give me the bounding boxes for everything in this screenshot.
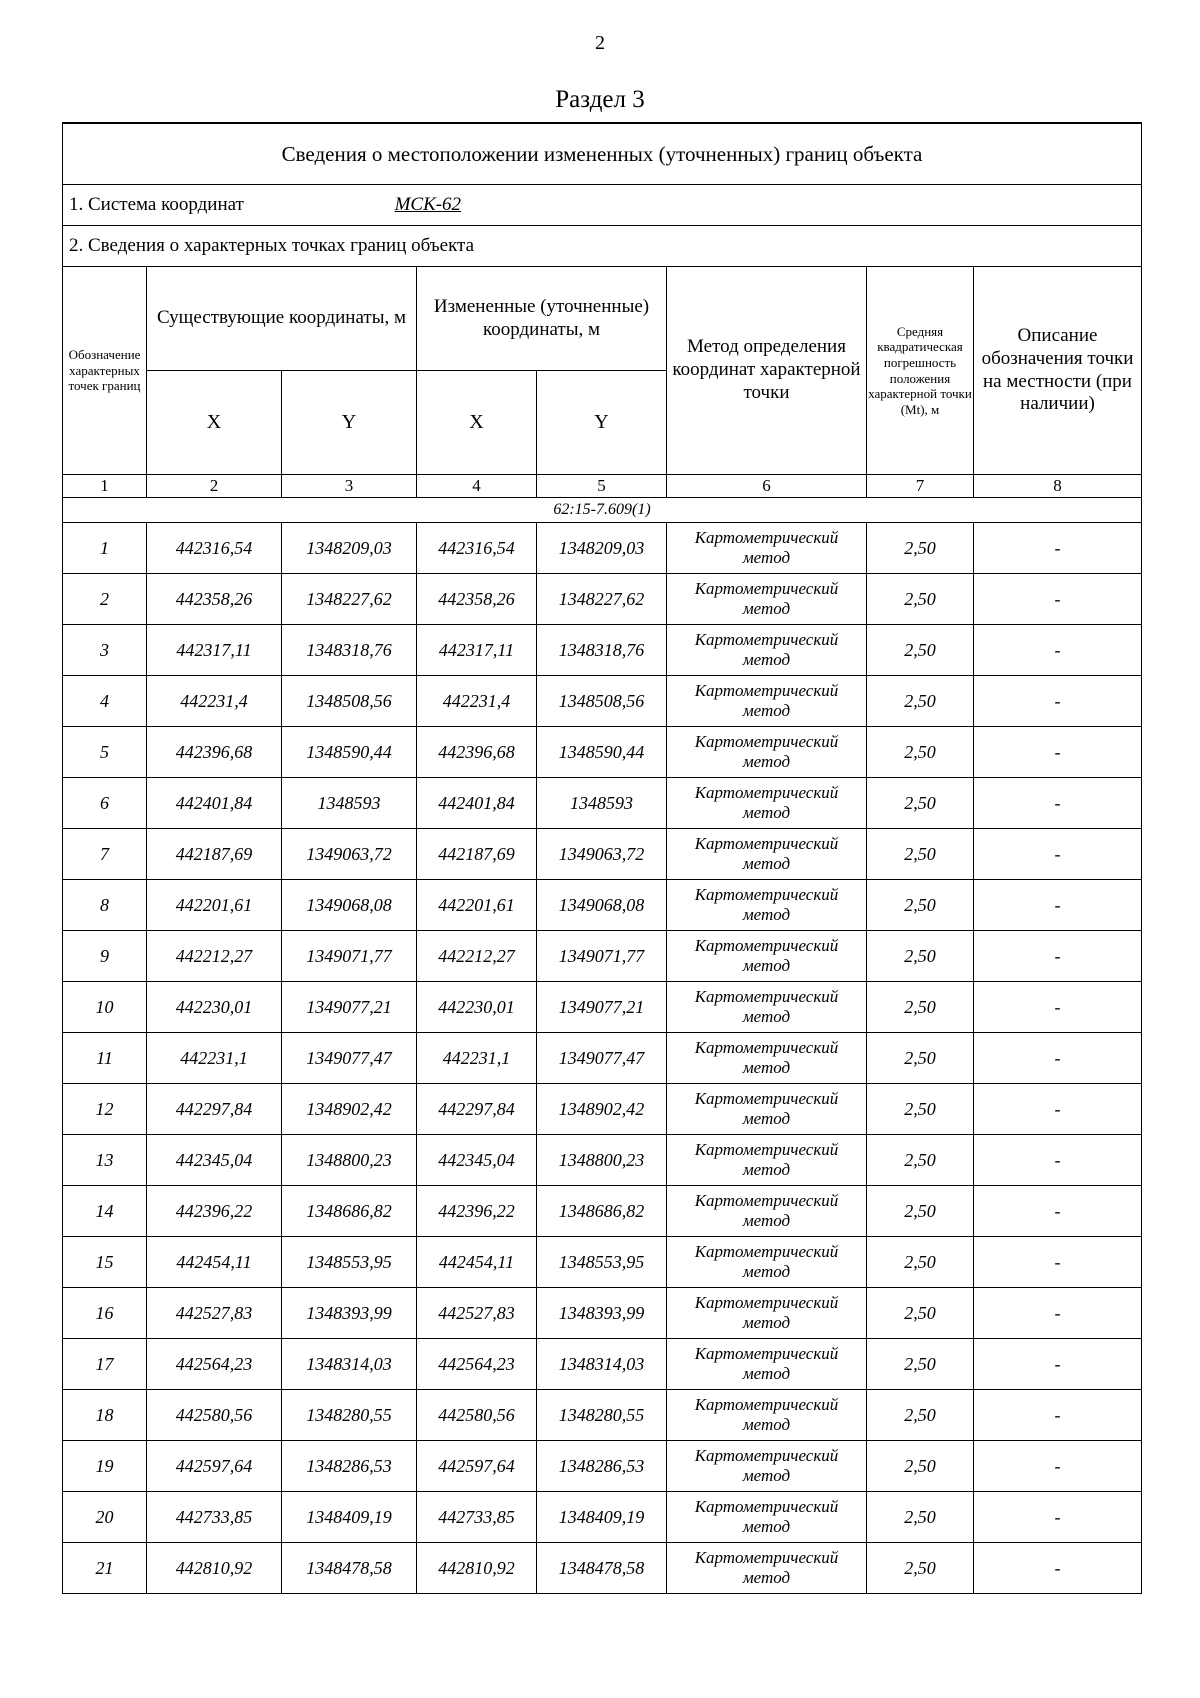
changed-x: 442297,84 <box>417 1084 537 1135</box>
method-cell <box>667 1441 867 1492</box>
changed-x: 442212,27 <box>417 931 537 982</box>
point-number: 10 <box>63 982 147 1033</box>
table-body <box>63 523 1142 1594</box>
header-existing-y: Y <box>282 371 417 475</box>
method-line-2: метод <box>742 905 791 924</box>
existing-x: 442317,11 <box>147 625 282 676</box>
changed-y: 1348286,53 <box>537 1441 667 1492</box>
method-line-2: метод <box>742 701 791 720</box>
column-number: 6 <box>667 475 867 498</box>
method-line-1: Картометрический <box>694 528 839 548</box>
changed-y: 1348409,19 <box>537 1492 667 1543</box>
point-number: 20 <box>63 1492 147 1543</box>
point-description: - <box>974 676 1142 727</box>
method-cell <box>667 778 867 829</box>
method-line-2: метод <box>742 1109 791 1128</box>
changed-y: 1348209,03 <box>537 523 667 574</box>
error-mt: 2,50 <box>867 676 974 727</box>
changed-y: 1348593 <box>537 778 667 829</box>
error-mt: 2,50 <box>867 625 974 676</box>
point-number: 17 <box>63 1339 147 1390</box>
method-line-2: метод <box>742 1058 791 1077</box>
method-line-2: метод <box>742 1313 791 1332</box>
point-description: - <box>974 1135 1142 1186</box>
method-line-1: Картометрический <box>694 1038 839 1058</box>
changed-x: 442564,23 <box>417 1339 537 1390</box>
changed-x: 442316,54 <box>417 523 537 574</box>
method-cell <box>667 880 867 931</box>
changed-x: 442396,22 <box>417 1186 537 1237</box>
table-row <box>63 676 1142 727</box>
changed-x: 442230,01 <box>417 982 537 1033</box>
changed-x: 442401,84 <box>417 778 537 829</box>
table-row <box>63 1288 1142 1339</box>
point-number: 15 <box>63 1237 147 1288</box>
point-description: - <box>974 931 1142 982</box>
existing-y: 1348318,76 <box>282 625 417 676</box>
table-row <box>63 523 1142 574</box>
changed-x: 442527,83 <box>417 1288 537 1339</box>
point-description: - <box>974 1288 1142 1339</box>
method-line-1: Картометрический <box>694 1140 839 1160</box>
method-cell <box>667 1237 867 1288</box>
table-row <box>63 727 1142 778</box>
changed-x: 442810,92 <box>417 1543 537 1594</box>
existing-x: 442187,69 <box>147 829 282 880</box>
column-number: 7 <box>867 475 974 498</box>
point-number: 7 <box>63 829 147 880</box>
method-line-2: метод <box>742 956 791 975</box>
method-line-1: Картометрический <box>694 1395 839 1415</box>
table-row <box>63 1135 1142 1186</box>
table-row <box>63 625 1142 676</box>
existing-y: 1348508,56 <box>282 676 417 727</box>
point-description: - <box>974 1543 1142 1594</box>
error-mt: 2,50 <box>867 778 974 829</box>
changed-x: 442733,85 <box>417 1492 537 1543</box>
header-error: Средняя квадратическая погрешность положения характерной точки (Mt), м <box>867 267 974 475</box>
point-number: 13 <box>63 1135 147 1186</box>
point-number: 1 <box>63 523 147 574</box>
point-number: 16 <box>63 1288 147 1339</box>
error-mt: 2,50 <box>867 1492 974 1543</box>
header-description: Описание обозначения точки на местности (при наличии) <box>974 267 1142 475</box>
existing-y: 1348590,44 <box>282 727 417 778</box>
changed-x: 442358,26 <box>417 574 537 625</box>
method-line-2: метод <box>742 548 791 567</box>
existing-y: 1348478,58 <box>282 1543 417 1594</box>
method-line-1: Картометрический <box>694 1548 839 1568</box>
error-mt: 2,50 <box>867 1033 974 1084</box>
error-mt: 2,50 <box>867 1339 974 1390</box>
changed-x: 442396,68 <box>417 727 537 778</box>
column-number: 5 <box>537 475 667 498</box>
method-line-2: метод <box>742 1262 791 1281</box>
method-cell <box>667 523 867 574</box>
parcel-label: 62:15-7.609(1) <box>63 498 1142 523</box>
column-number: 1 <box>63 475 147 498</box>
existing-x: 442201,61 <box>147 880 282 931</box>
existing-y: 1348314,03 <box>282 1339 417 1390</box>
header-method: Метод определения координат характерной точки <box>667 267 867 475</box>
header-changed-y: Y <box>537 371 667 475</box>
table-row <box>63 829 1142 880</box>
existing-x: 442564,23 <box>147 1339 282 1390</box>
existing-y: 1348209,03 <box>282 523 417 574</box>
table-row <box>63 1084 1142 1135</box>
method-line-1: Картометрический <box>694 681 839 701</box>
point-description: - <box>974 1237 1142 1288</box>
method-cell <box>667 1543 867 1594</box>
header-changed-coords: Измененные (уточненные) координаты, м <box>417 267 667 371</box>
existing-y: 1348593 <box>282 778 417 829</box>
section-title: Раздел 3 <box>555 86 645 113</box>
method-line-2: метод <box>742 1007 791 1026</box>
point-number: 4 <box>63 676 147 727</box>
error-mt: 2,50 <box>867 1084 974 1135</box>
existing-x: 442231,1 <box>147 1033 282 1084</box>
table-row <box>63 1237 1142 1288</box>
existing-y: 1348280,55 <box>282 1390 417 1441</box>
point-description: - <box>974 829 1142 880</box>
method-line-1: Картометрический <box>694 1293 839 1313</box>
point-description: - <box>974 625 1142 676</box>
method-line-2: метод <box>742 1415 791 1434</box>
point-description: - <box>974 982 1142 1033</box>
point-description: - <box>974 727 1142 778</box>
point-number: 8 <box>63 880 147 931</box>
method-line-1: Картометрический <box>694 1446 839 1466</box>
changed-y: 1348314,03 <box>537 1339 667 1390</box>
method-cell <box>667 982 867 1033</box>
point-number: 2 <box>63 574 147 625</box>
table-row <box>63 1492 1142 1543</box>
point-number: 11 <box>63 1033 147 1084</box>
method-line-1: Картометрический <box>694 834 839 854</box>
method-cell <box>667 829 867 880</box>
changed-x: 442231,1 <box>417 1033 537 1084</box>
changed-y: 1348508,56 <box>537 676 667 727</box>
method-line-2: метод <box>742 1211 791 1230</box>
header-existing-coords: Существующие координаты, м <box>147 267 417 371</box>
table-row <box>63 1543 1142 1594</box>
header-changed-x: X <box>417 371 537 475</box>
changed-x: 442201,61 <box>417 880 537 931</box>
error-mt: 2,50 <box>867 880 974 931</box>
point-description: - <box>974 1441 1142 1492</box>
point-description: - <box>974 880 1142 931</box>
point-description: - <box>974 1186 1142 1237</box>
method-line-2: метод <box>742 752 791 771</box>
table-row <box>63 778 1142 829</box>
changed-y: 1348902,42 <box>537 1084 667 1135</box>
existing-y: 1348409,19 <box>282 1492 417 1543</box>
error-mt: 2,50 <box>867 1390 974 1441</box>
existing-x: 442733,85 <box>147 1492 282 1543</box>
method-line-1: Картометрический <box>694 579 839 599</box>
point-description: - <box>974 1033 1142 1084</box>
method-line-1: Картометрический <box>694 1497 839 1517</box>
method-line-2: метод <box>742 1466 791 1485</box>
existing-y: 1348227,62 <box>282 574 417 625</box>
changed-y: 1349077,47 <box>537 1033 667 1084</box>
point-description: - <box>974 574 1142 625</box>
method-line-2: метод <box>742 1517 791 1536</box>
method-line-1: Картометрический <box>694 1191 839 1211</box>
column-number: 3 <box>282 475 417 498</box>
boundary-points-table <box>62 122 1142 1594</box>
existing-y: 1349063,72 <box>282 829 417 880</box>
table-row <box>63 1339 1142 1390</box>
method-line-1: Картометрический <box>694 732 839 752</box>
coord-system-value: МСК-62 <box>394 194 462 215</box>
point-description: - <box>974 1084 1142 1135</box>
changed-y: 1348393,99 <box>537 1288 667 1339</box>
method-cell <box>667 1339 867 1390</box>
method-cell <box>667 727 867 778</box>
existing-x: 442580,56 <box>147 1390 282 1441</box>
changed-x: 442454,11 <box>417 1237 537 1288</box>
table-row <box>63 1186 1142 1237</box>
point-description: - <box>974 778 1142 829</box>
changed-x: 442345,04 <box>417 1135 537 1186</box>
existing-x: 442297,84 <box>147 1084 282 1135</box>
table-row <box>63 931 1142 982</box>
changed-x: 442317,11 <box>417 625 537 676</box>
point-description: - <box>974 1390 1142 1441</box>
method-line-1: Картометрический <box>694 1089 839 1109</box>
method-cell <box>667 676 867 727</box>
table-row <box>63 982 1142 1033</box>
changed-x: 442231,4 <box>417 676 537 727</box>
table-row <box>63 1441 1142 1492</box>
method-line-2: метод <box>742 599 791 618</box>
existing-x: 442231,4 <box>147 676 282 727</box>
error-mt: 2,50 <box>867 982 974 1033</box>
changed-y: 1349068,08 <box>537 880 667 931</box>
changed-y: 1348280,55 <box>537 1390 667 1441</box>
method-line-2: метод <box>742 1568 791 1587</box>
changed-y: 1348478,58 <box>537 1543 667 1594</box>
existing-y: 1349071,77 <box>282 931 417 982</box>
error-mt: 2,50 <box>867 1237 974 1288</box>
existing-y: 1348686,82 <box>282 1186 417 1237</box>
error-mt: 2,50 <box>867 523 974 574</box>
error-mt: 2,50 <box>867 1135 974 1186</box>
error-mt: 2,50 <box>867 574 974 625</box>
column-number: 8 <box>974 475 1142 498</box>
method-line-1: Картометрический <box>694 783 839 803</box>
changed-y: 1348590,44 <box>537 727 667 778</box>
point-number: 21 <box>63 1543 147 1594</box>
point-number: 6 <box>63 778 147 829</box>
changed-x: 442597,64 <box>417 1441 537 1492</box>
existing-x: 442527,83 <box>147 1288 282 1339</box>
existing-x: 442810,92 <box>147 1543 282 1594</box>
existing-y: 1348286,53 <box>282 1441 417 1492</box>
existing-x: 442454,11 <box>147 1237 282 1288</box>
point-number: 9 <box>63 931 147 982</box>
method-cell <box>667 1288 867 1339</box>
existing-x: 442212,27 <box>147 931 282 982</box>
point-number: 14 <box>63 1186 147 1237</box>
method-line-2: метод <box>742 1160 791 1179</box>
existing-y: 1348902,42 <box>282 1084 417 1135</box>
method-line-2: метод <box>742 803 791 822</box>
existing-y: 1348393,99 <box>282 1288 417 1339</box>
existing-x: 442401,84 <box>147 778 282 829</box>
column-number-row <box>63 475 1142 498</box>
existing-x: 442396,22 <box>147 1186 282 1237</box>
existing-x: 442230,01 <box>147 982 282 1033</box>
point-number: 5 <box>63 727 147 778</box>
point-description: - <box>974 1339 1142 1390</box>
error-mt: 2,50 <box>867 1288 974 1339</box>
method-cell <box>667 1186 867 1237</box>
point-description: - <box>974 523 1142 574</box>
method-cell <box>667 1084 867 1135</box>
existing-y: 1349077,21 <box>282 982 417 1033</box>
existing-y: 1348553,95 <box>282 1237 417 1288</box>
method-line-2: метод <box>742 650 791 669</box>
method-line-1: Картометрический <box>694 885 839 905</box>
method-cell <box>667 1033 867 1084</box>
changed-y: 1348800,23 <box>537 1135 667 1186</box>
error-mt: 2,50 <box>867 727 974 778</box>
changed-y: 1349077,21 <box>537 982 667 1033</box>
header-designation: Обозначение характерных точек границ <box>63 267 147 475</box>
method-cell <box>667 1492 867 1543</box>
changed-y: 1349071,77 <box>537 931 667 982</box>
method-line-1: Картометрический <box>694 1242 839 1262</box>
coord-system-row <box>63 185 1142 226</box>
existing-y: 1349077,47 <box>282 1033 417 1084</box>
point-description: - <box>974 1492 1142 1543</box>
point-number: 18 <box>63 1390 147 1441</box>
error-mt: 2,50 <box>867 1543 974 1594</box>
method-line-1: Картометрический <box>694 630 839 650</box>
method-cell <box>667 625 867 676</box>
existing-x: 442358,26 <box>147 574 282 625</box>
header-existing-x: X <box>147 371 282 475</box>
coord-system-label: 1. Система координат <box>69 194 244 215</box>
error-mt: 2,50 <box>867 1441 974 1492</box>
changed-x: 442580,56 <box>417 1390 537 1441</box>
changed-y: 1348227,62 <box>537 574 667 625</box>
table-row <box>63 574 1142 625</box>
existing-x: 442597,64 <box>147 1441 282 1492</box>
point-number: 12 <box>63 1084 147 1135</box>
changed-x: 442187,69 <box>417 829 537 880</box>
changed-y: 1349063,72 <box>537 829 667 880</box>
method-cell <box>667 931 867 982</box>
method-cell <box>667 574 867 625</box>
method-cell <box>667 1135 867 1186</box>
error-mt: 2,50 <box>867 829 974 880</box>
method-line-1: Картометрический <box>694 1344 839 1364</box>
table-title: Сведения о местоположении измененных (уточненных) границ объекта <box>63 123 1142 185</box>
method-line-1: Картометрический <box>694 987 839 1007</box>
point-number: 3 <box>63 625 147 676</box>
table-row <box>63 1033 1142 1084</box>
method-line-2: метод <box>742 1364 791 1383</box>
existing-x: 442316,54 <box>147 523 282 574</box>
table-row <box>63 880 1142 931</box>
method-cell <box>667 1390 867 1441</box>
column-number: 4 <box>417 475 537 498</box>
existing-x: 442396,68 <box>147 727 282 778</box>
changed-y: 1348318,76 <box>537 625 667 676</box>
column-number: 2 <box>147 475 282 498</box>
method-line-1: Картометрический <box>694 936 839 956</box>
changed-y: 1348553,95 <box>537 1237 667 1288</box>
page-number: 2 <box>595 32 605 54</box>
error-mt: 2,50 <box>867 1186 974 1237</box>
error-mt: 2,50 <box>867 931 974 982</box>
point-number: 19 <box>63 1441 147 1492</box>
points-section-label: 2. Сведения о характерных точках границ объекта <box>63 226 1142 267</box>
table-row <box>63 1390 1142 1441</box>
existing-y: 1349068,08 <box>282 880 417 931</box>
changed-y: 1348686,82 <box>537 1186 667 1237</box>
existing-x: 442345,04 <box>147 1135 282 1186</box>
existing-y: 1348800,23 <box>282 1135 417 1186</box>
method-line-2: метод <box>742 854 791 873</box>
